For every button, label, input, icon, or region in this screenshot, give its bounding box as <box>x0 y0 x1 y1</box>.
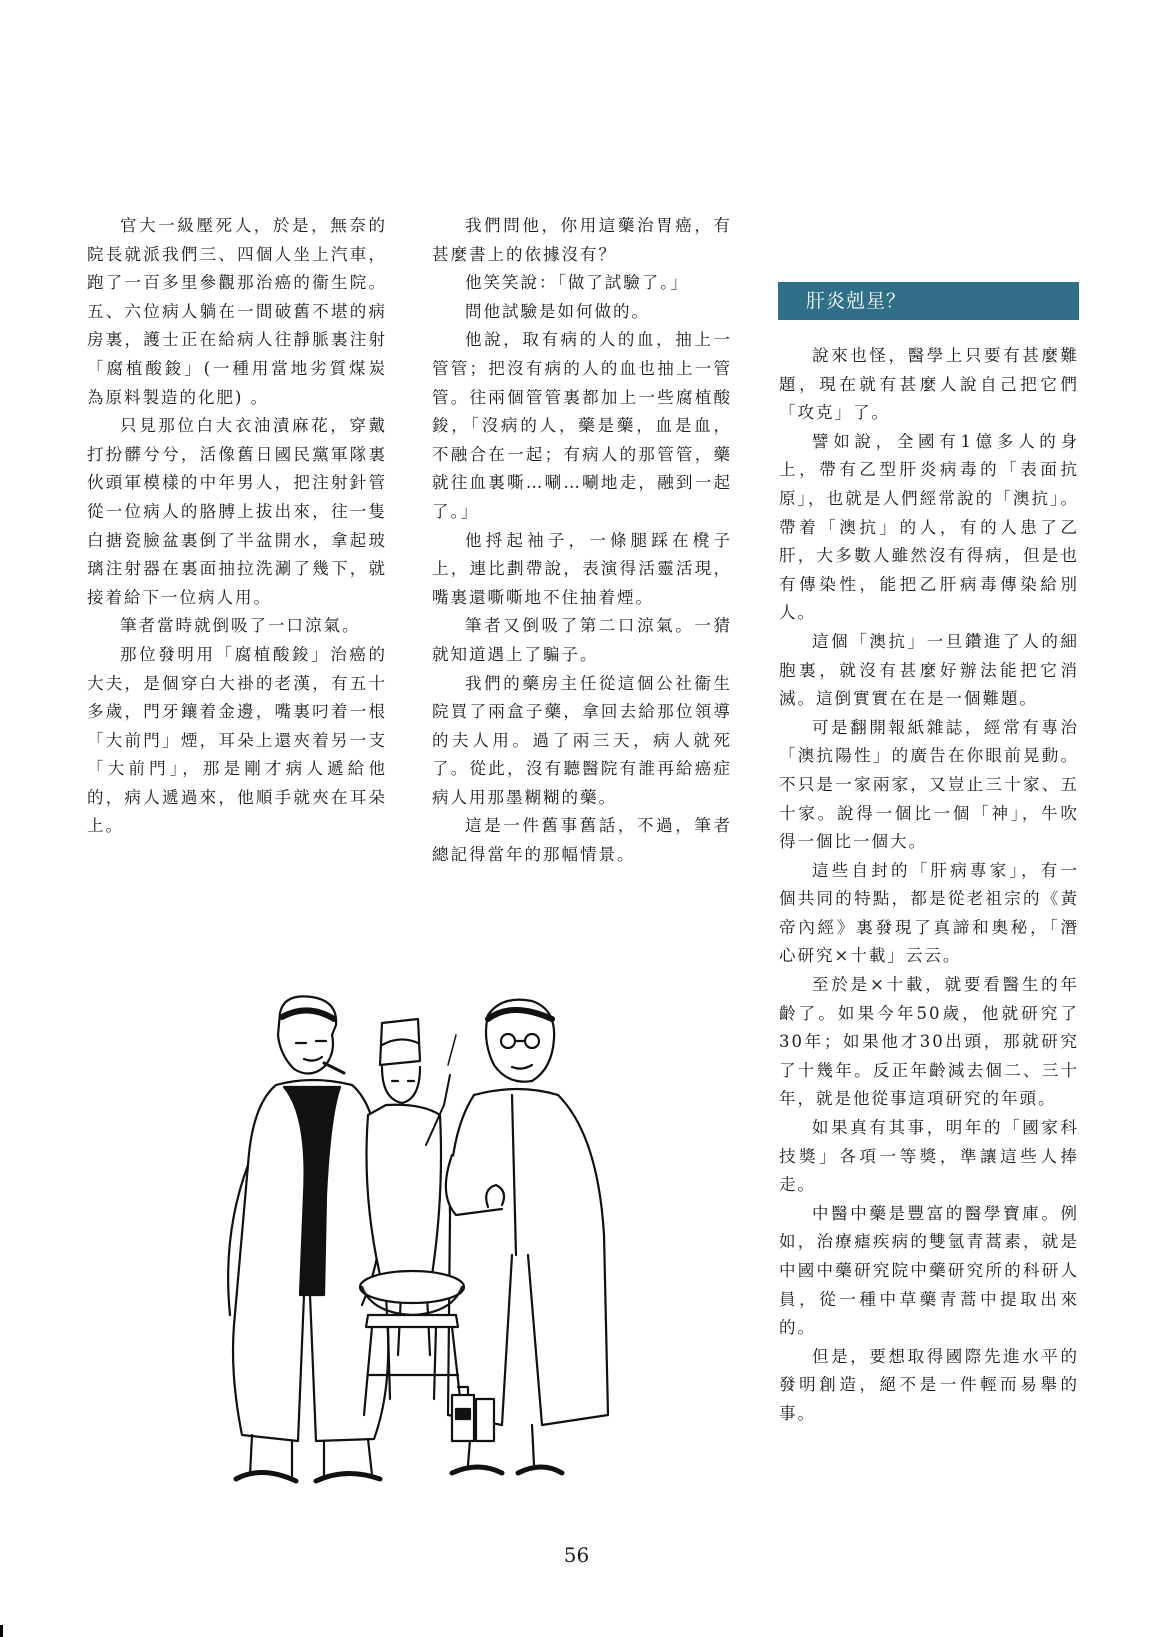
paragraph: 至於是×十載，就要看醫生的年齡了。如果今年50歲，他就研究了30年；如果他才30出頭，那就研究了十幾年。反正年齡減去個二、三十年，就是他從事這項研究的年頭。 <box>779 975 1079 1109</box>
paragraph: 筆者又倒吸了第二口涼氣。一猜就知道遇上了騙子。 <box>432 616 732 664</box>
page-number: 56 <box>563 1543 590 1567</box>
paragraph: 官大一級壓死人，於是，無奈的院長就派我們三、四個人坐上汽車，跑了一百多里參觀那治癌的衞生院。五、六位病人躺在一間破舊不堪的病房裏，護士正在給病人往靜脈裏注射「腐植酸鋑」(一種用當地劣質煤炭為原料製造的化肥) 。 <box>87 216 387 407</box>
paragraph: 這是一件舊事舊話，不過，筆者總記得當年的那幅情景。 <box>432 816 732 865</box>
paragraph: 可是翻開報紙雜誌，經常有專治「澳抗陽性」的廣告在你眼前晃動。不只是一家兩家，又豈止三十家、五十家。說得一個比一個「神」，牛吹得一個比一個大。 <box>779 717 1079 852</box>
paragraph: 如果真有其事，明年的「國家科技獎」各項一等獎，準讓這些人捧走。 <box>779 1118 1079 1195</box>
article-column-1 <box>87 212 387 841</box>
paragraph: 他捋起袖子，一條腿踩在櫈子上，連比劃帶說，表演得活靈活現，嘴裏還嘶嘶地不住抽着煙。 <box>432 530 732 607</box>
paragraph: 中醫中藥是豐富的醫學寶庫。例如，治療瘧疾病的雙氫青蒿素，就是中國中藥研究院中藥研究所的科研人員，從一種中草藥青蒿中提取出來的。 <box>779 1203 1079 1338</box>
illustration <box>212 995 642 1515</box>
article-column-2 <box>432 212 732 870</box>
paragraph: 但是，要想取得國際先進水平的發明創造，絕不是一件輕而易舉的事。 <box>779 1346 1079 1423</box>
paragraph: 他說，取有病的人的血，抽上一管管；把沒有病的人的血也抽上一管管。往兩個管管裏都加上一些腐植酸鋑，「沒病的人，藥是藥，血是血，不融合在一起；有病人的那管管，藥就往血裏嘶…唰…唰地走，融到一起了。」 <box>432 330 732 521</box>
paragraph: 我們問他，你用這藥治胃癌，有甚麼書上的依據沒有？ <box>432 216 732 264</box>
paragraph: 這些自封的「肝病專家」，有一個共同的特點，都是從老祖宗的《黃帝內經》裏發現了真諦和奧秘，「潛心研究×十載」云云。 <box>779 860 1079 966</box>
sidebar-title: 肝炎剋星？ <box>778 282 1079 320</box>
sidebar-column <box>779 342 1079 1429</box>
paragraph: 他笑笑說：「做了試驗了。」 <box>465 273 689 293</box>
paragraph: 這個「澳抗」一旦鑽進了人的細胞裏，就沒有甚麼好辦法能把它消滅。這倒實實在在是一個難題。 <box>779 631 1079 709</box>
paragraph: 說來也怪，醫學上只要有甚麼難題，現在就有甚麼人說自己把它們「攻克」了。 <box>779 346 1079 423</box>
paragraph: 那位發明用「腐植酸鋑」治癌的大夫，是個穿白大褂的老漢，有五十多歲，門牙鑲着金邊，嘴裏叼着一根「大前門」煙，耳朵上還夾着另一支「大前門」，那是剛才病人遞給他的，病人遞過來，他順手就夾在耳朵上。 <box>87 644 387 836</box>
scan-corner-mark <box>0 1625 3 1637</box>
paragraph: 問他試驗是如何做的。 <box>465 301 650 321</box>
paragraph: 筆者當時就倒吸了一口涼氣。 <box>120 616 361 636</box>
paragraph: 只見那位白大衣油漬麻花，穿戴打扮髒兮兮，活像舊日國民黨軍隊裏伙頭軍模樣的中年男人，把注射針管從一位病人的胳膊上拔出來，往一隻白搪瓷臉盆裏倒了半盆開水，拿起玻璃注射器在裏面抽拉洗涮了幾下，就接着給下一位病人用。 <box>87 416 387 607</box>
paragraph: 我們的藥房主任從這個公社衞生院買了兩盒子藥，拿回去給那位領導的夫人用。過了兩三天，病人就死了。從此，沒有聽醫院有誰再給癌症病人用那墨糊糊的藥。 <box>432 673 732 807</box>
paragraph: 譬如說，全國有1億多人的身上，帶有乙型肝炎病毒的「表面抗原」，也就是人們經常說的「澳抗」。帶着「澳抗」的人，有的人患了乙肝，大多數人雖然沒有得病，但是也有傳染性，能把乙肝病毒傳染給別人。 <box>779 431 1079 623</box>
